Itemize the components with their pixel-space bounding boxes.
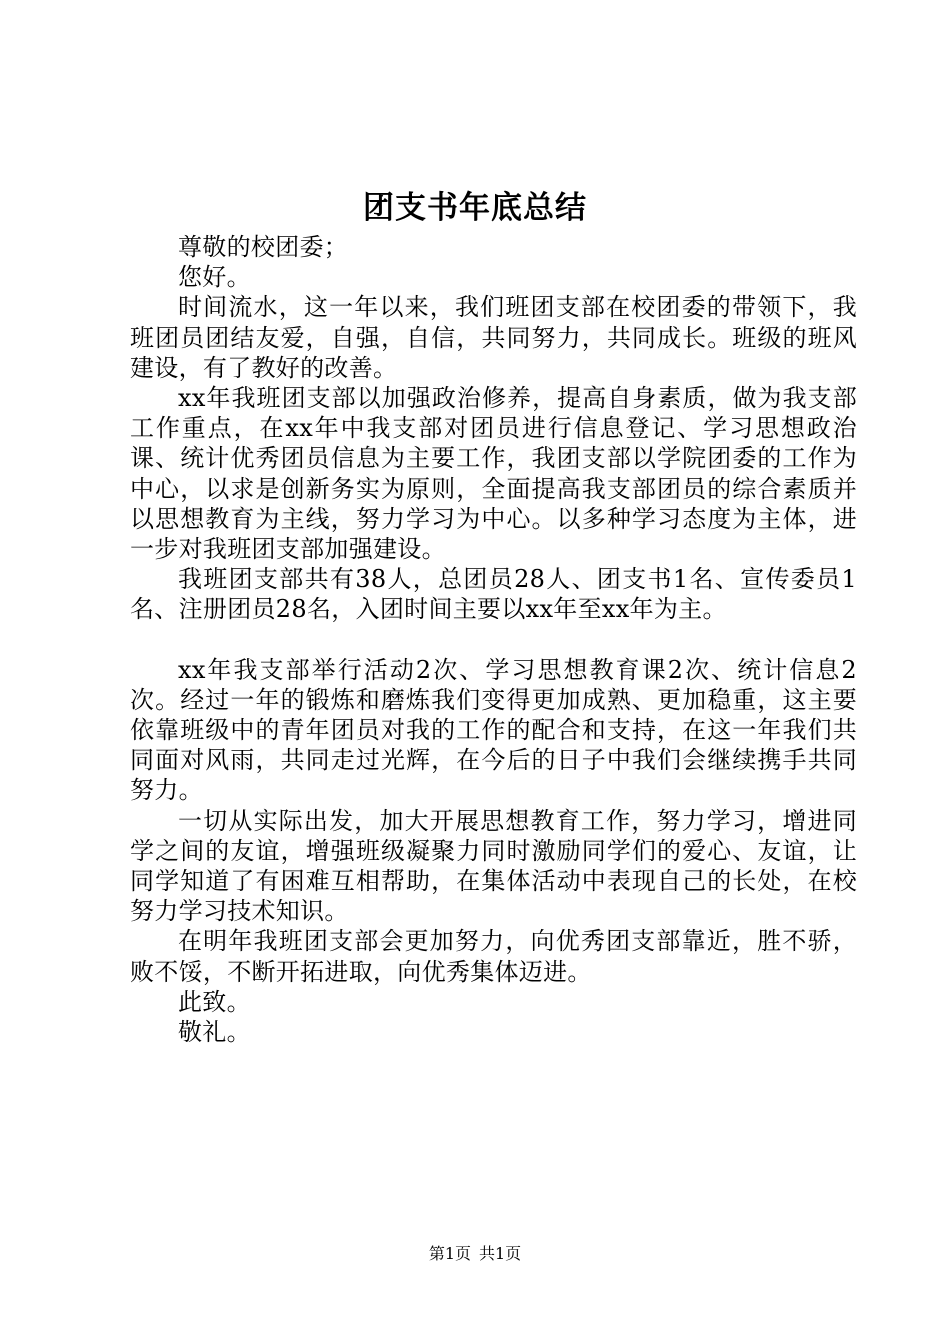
- paragraph-work-focus: xx年我班团支部以加强政治修养，提高自身素质，做为我支部工作重点，在xx年中我支部对团员进行信息登记、学习思想政治课、统计优秀团员信息为主要工作，我团支部以学院团委的工作为中心，以求是创新务实为原则，全面提高我支部团员的综合素质并以思想教育为主线，努力学习为中心。以多种学习态度为主体，进一步对我班团支部加强建设。: [130, 384, 857, 564]
- document-title: 团支书年底总结: [363, 190, 587, 226]
- paragraph-approach: 一切从实际出发，加大开展思想教育工作，努力学习，增进同学之间的友谊，增强班级凝聚力同时激励同学们的爱心、友谊，让同学知道了有困难互相帮助，在集体活动中表现自己的长处，在校努力学习技术知识。: [130, 806, 857, 926]
- closing-salute: 敬礼。: [178, 1018, 251, 1047]
- paragraph-members: 我班团支部共有38人，总团员28人、团支书1名、宣传委员1名、注册团员28名，入团时间主要以xx年至xx年为主。: [130, 565, 857, 624]
- page-total: 共1页: [479, 1244, 522, 1263]
- paragraph-next-year: 在明年我班团支部会更加努力，向优秀团支部靠近，胜不骄，败不馁，不断开拓进取，向优秀集体迈进。: [130, 927, 857, 986]
- salutation: 尊敬的校团委；: [178, 233, 349, 261]
- page-footer: [0, 1243, 950, 1265]
- greeting: 您好。: [178, 263, 251, 292]
- paragraph-intro: 时间流水，这一年以来，我们班团支部在校团委的带领下，我班团员团结友爱，自强，自信，共同努力，共同成长。班级的班风建设，有了教好的改善。: [130, 293, 857, 382]
- paragraph-activities: xx年我支部举行活动2次、学习思想教育课2次、统计信息2次。经过一年的锻炼和磨炼我们变得更加成熟、更加稳重，这主要依靠班级中的青年团员对我的工作的配合和支持，在这一年我们共同面对风雨，共同走过光辉，在今后的日子中我们会继续携手共同努力。: [130, 655, 857, 805]
- page-number: 第1页: [428, 1244, 471, 1263]
- document-body: [130, 232, 857, 1047]
- closing-line: 此致。: [178, 987, 251, 1016]
